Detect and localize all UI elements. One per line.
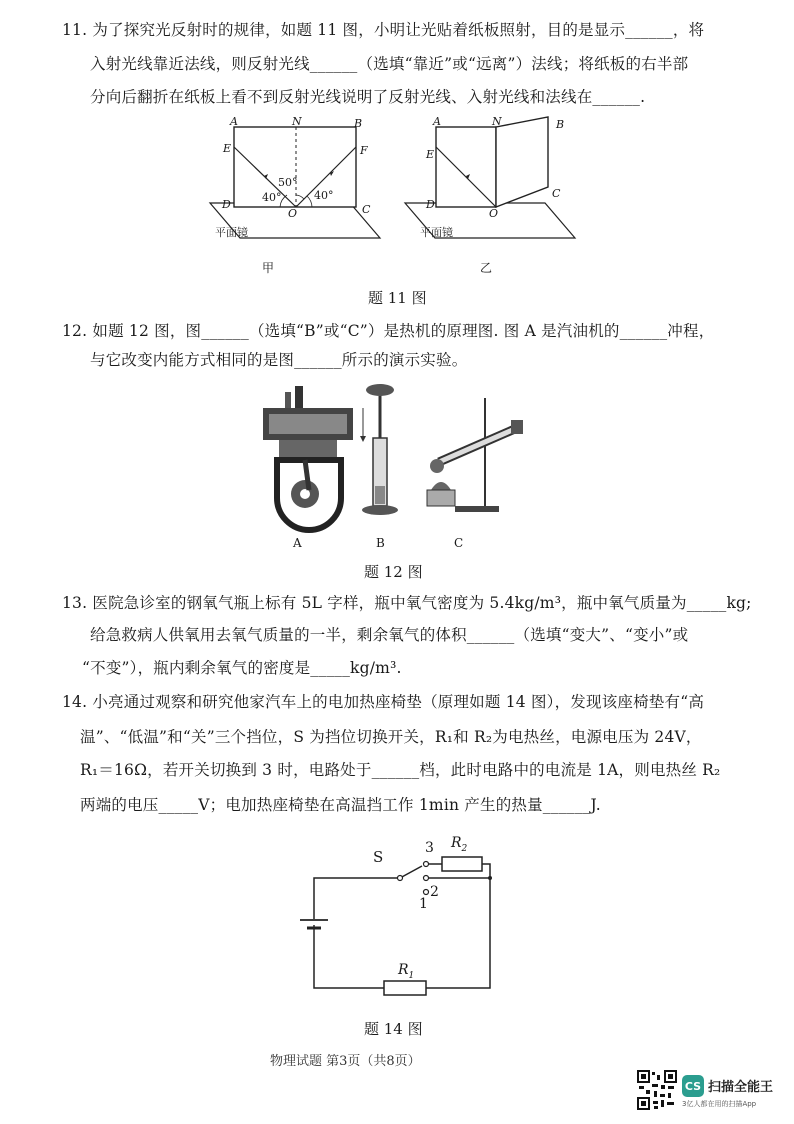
q12-label-c: C — [454, 536, 464, 550]
fig11-right-label-e: E — [426, 148, 435, 161]
circuit-r1-label: $R_1$ — [398, 962, 415, 981]
circuit-terminal-1: 1 — [419, 896, 428, 912]
fig11-angle-40-left: 40° — [262, 191, 282, 204]
q13-line-3: “不变”），瓶内剩余氧气的密度是_____kg/m³. — [82, 659, 402, 677]
fig11-left-mirror-label: 平面镜 — [215, 226, 248, 239]
fig11-left-label-e: E — [223, 142, 232, 155]
q11-caption: 题 11 图 — [368, 289, 427, 307]
fig11-left-label-d: D — [222, 198, 231, 211]
q14-line-4: 两端的电压_____V；电加热座椅垫在高温挡工作 1min 产生的热量______J. — [80, 796, 601, 814]
fire-piston-diagram — [360, 384, 398, 515]
circuit-r2-label: $R_2$ — [451, 835, 468, 854]
fig11-left-label-o: O — [288, 207, 298, 220]
circuit-terminal-2: 2 — [430, 884, 439, 900]
fig11-angle-50: 50° — [278, 176, 298, 189]
q14-line-2: 温”、“低温”和“关”三个挡位，S 为挡位切换开关，R₁和 R₂为电热丝，电源电压为 24V， — [80, 728, 702, 746]
fig11-right-label-c: C — [552, 187, 561, 200]
q12-label-a: A — [293, 536, 302, 550]
fig11-right-caption: 乙 — [480, 261, 493, 275]
fig11-right-label-b: B — [556, 118, 565, 131]
fig11-left-label-a: A — [230, 115, 238, 128]
fig11-left-label-c: C — [362, 203, 371, 216]
q11-line-3: 分向后翻折在纸板上看不到反射光线说明了反射光线、入射光线和法线在______. — [90, 88, 646, 106]
fig11-left-label-n: N — [292, 115, 302, 128]
fig11-left-label-f: F — [360, 144, 368, 157]
fig11-left-caption: 甲 — [262, 261, 275, 275]
qr-code-icon — [637, 1070, 677, 1110]
q11-figure — [0, 110, 794, 290]
q13-line-2: 给急救病人供氧用去氧气质量的一半，剩余氧气的体积______（选填“变大”、“变小”或 — [90, 626, 689, 644]
fig11-angle-40-right: 40° — [314, 189, 334, 202]
circuit-switch-label: S — [373, 848, 384, 866]
q13-line-1: 13. 医院急诊室的钢氧气瓶上标有 5L 字样，瓶中氧气密度为 5.4kg/m³，瓶中氧气质量为_____kg; — [62, 594, 752, 612]
fig11-right-label-d: D — [426, 198, 435, 211]
fig11-right-label-a: A — [433, 115, 441, 128]
q12-figure — [255, 378, 555, 538]
fig11-right-label-o: O — [489, 207, 499, 220]
fig11-right-mirror-label: 平面镜 — [420, 226, 453, 239]
q12-caption: 题 12 图 — [364, 563, 423, 581]
q12-line-1: 12. 如题 12 图，图______（选填“B”或“C”）是热机的原理图. 图 A 是汽油机的______冲程， — [62, 322, 715, 340]
circuit-terminal-3: 3 — [425, 840, 434, 856]
q14-line-1: 14. 小亮通过观察和研究他家汽车上的电加热座椅垫（原理如题 14 图），发现该座椅垫有“高 — [62, 693, 705, 711]
q12-label-b: B — [376, 536, 385, 550]
q12-line-2: 与它改变内能方式相同的是图______所示的演示实验。 — [90, 351, 468, 369]
fig11-left-label-b: B — [354, 117, 363, 130]
q14-caption: 题 14 图 — [364, 1020, 423, 1038]
q14-line-3: R₁＝16Ω，若开关切换到 3 时，电路处于______档，此时电路中的电流是 1A，则电热丝 R₂ — [80, 761, 721, 779]
q11-line-1: 11. 为了探究光反射时的规律，如题 11 图，小明让光贴着纸板照射，目的是显示______，将 — [62, 21, 705, 39]
scanner-app-name: 扫描全能王 — [708, 1080, 774, 1095]
engine-diagram — [263, 386, 353, 530]
fig11-right-label-n: N — [492, 115, 502, 128]
test-tube-stand-diagram — [427, 398, 523, 512]
scanner-app-slogan: 3亿人都在用的扫描App — [682, 1100, 757, 1108]
q11-line-2: 入射光线靠近法线，则反射光线______（选填“靠近”或“远离”）法线；将纸板的右半部 — [90, 55, 689, 73]
camscanner-logo-icon: CS — [682, 1075, 704, 1097]
page-footer: 物理试题 第3页（共8页） — [270, 1054, 421, 1069]
